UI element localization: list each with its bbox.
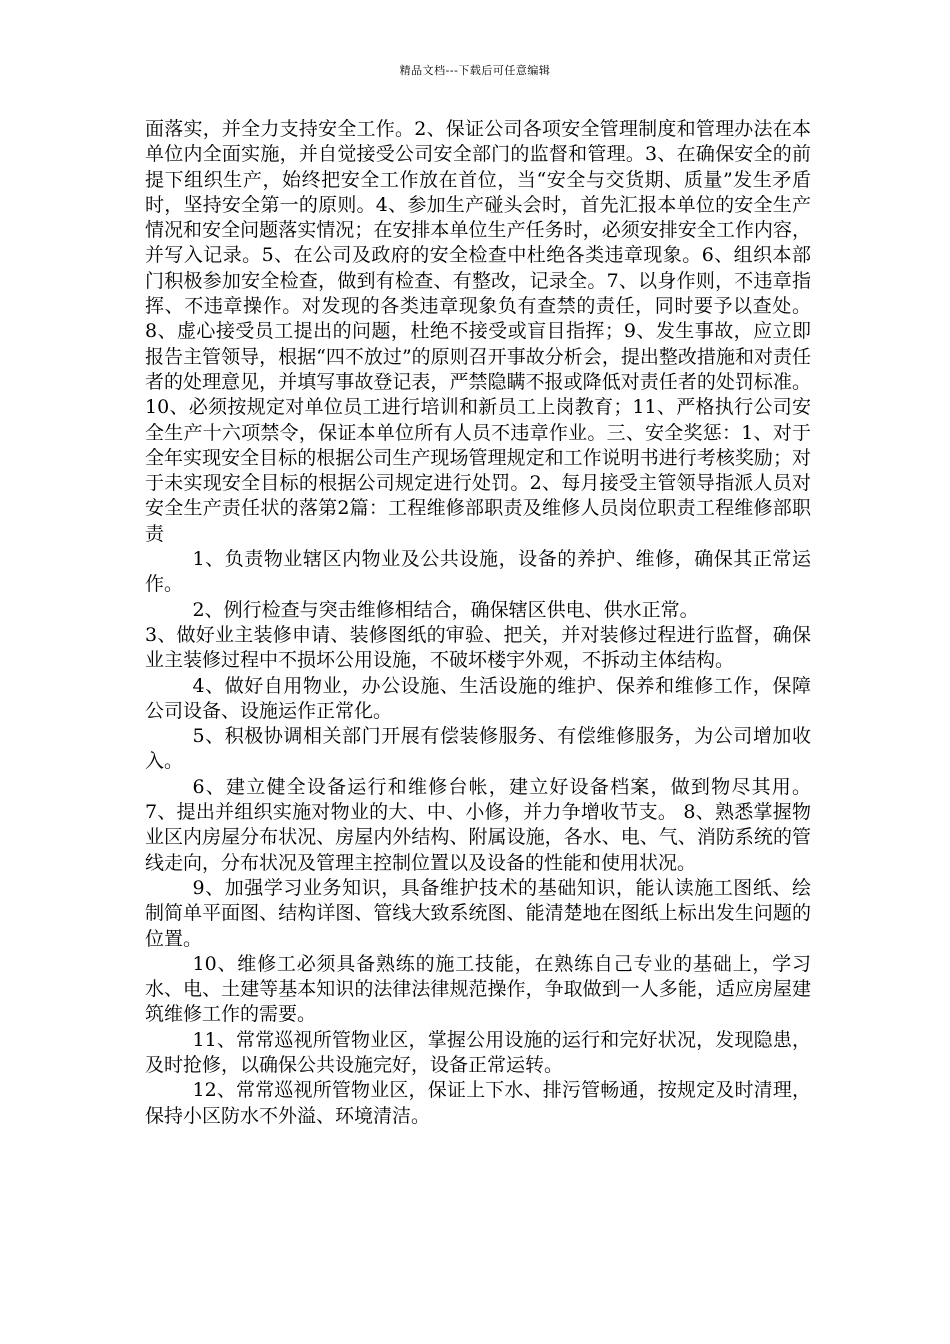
paragraph-4: 3、做好业主装修申请、装修图纸的审验、把关，并对装修过程进行监督，确保业主装修过程中不损坏公用设施，不破坏楼宇外观，不拆动主体结构。	[145, 623, 811, 672]
paragraph-6: 5、积极协调相关部门开展有偿装修服务、有偿维修服务，为公司增加收入。	[145, 725, 811, 773]
paragraph-5: 4、做好自用物业，办公设施、生活设施的维护、保养和维修工作，保障公司设备、设施运作正常化。	[145, 674, 811, 722]
paragraph-9: 10、维修工必须具备熟练的施工技能，在熟练自己专业的基础上，学习水、电、土建等基本知识的法律法律规范操作，争取做到一人多能，适应房屋建筑维修工作的需要。	[145, 952, 811, 1026]
page-header: 精品文档---下载后可任意编辑	[399, 64, 551, 77]
paragraph-2: 1、负责物业辖区内物业及公共设施，设备的养护、维修，确保其正常运作。	[145, 548, 811, 596]
paragraph-3: 2、例行检查与突击维修相结合，确保辖区供电、供水正常。	[192, 598, 699, 621]
document-body	[145, 117, 811, 1129]
paragraph-10: 11、常常巡视所管物业区，掌握公用设施的运行和完好状况，发现隐患，及时抢修，以确保公共设施完好，设备正常运转。	[145, 1028, 811, 1076]
paragraph-11: 12、常常巡视所管物业区，保证上下水、排污管畅通，按规定及时清理，保持小区防水不外溢、环境清洁。	[145, 1079, 811, 1127]
paragraph-8: 9、加强学习业务知识，具备维护技术的基础知识，能认读施工图纸、绘制简单平面图、结构详图、管线大致系统图、能清楚地在图纸上标出发生问题的位置。	[145, 876, 811, 950]
paragraph-1: 面落实，并全力支持安全工作。2、保证公司各项安全管理制度和管理办法在本单位内全面实施，并自觉接受公司安全部门的监督和管理。3、在确保安全的前提下组织生产，始终把安全工作放在首位，当“安全与交货期、质量”发生矛盾时，坚持安全第一的原则。4、参加生产碰头会时，首先汇报本单位的安全生产情况和安全问题落实情况；在安排本单位生产任务时，必须安排安全工作内容，并写入记录。5、在公司及政府的安全检查中杜绝各类违章现象。6、组织本部门积极参加安全检查，做到有检查、有整改，记录全。7、以身作则，不违章指挥、不违章操作。对发现的各类违章现象负有查禁的责任，同时要予以查处。8、虚心接受员工提出的问题，杜绝不接受或盲目指挥；9、发生事故，应立即报告主管领导，根据“四不放过”的原则召开事故分析会，提出整改措施和对责任者的处理意见，并填写事故登记表，严禁隐瞒不报或降低对责任者的处罚标准。10、必须按规定对单位员工进行培训和新员工上岗教育；11、严格执行公司安全生产十六项禁令，保证本单位所有人员不违章作业。三、安全奖惩：1、对于全年实现安全目标的根据公司生产现场管理规定和工作说明书进行考核奖励；对于未实现安全目标的根据公司规定进行处罚。2、每月接受主管领导指派人员对安全生产责任状的落第2篇：工程维修部职责及维修人员岗位职责工程维修部职责	[145, 118, 811, 545]
paragraph-7: 6、建立健全设备运行和维修台帐，建立好设备档案，做到物尽其用。 7、提出并组织实施对物业的大、中、小修，并力争增收节支。 8、熟悉掌握物业区内房屋分布状况、房屋内外结构、附属设施，各水、电、气、消防系统的管线走向，分布状况及管理主控制位置以及设备的性能和使用状况。	[145, 775, 811, 874]
